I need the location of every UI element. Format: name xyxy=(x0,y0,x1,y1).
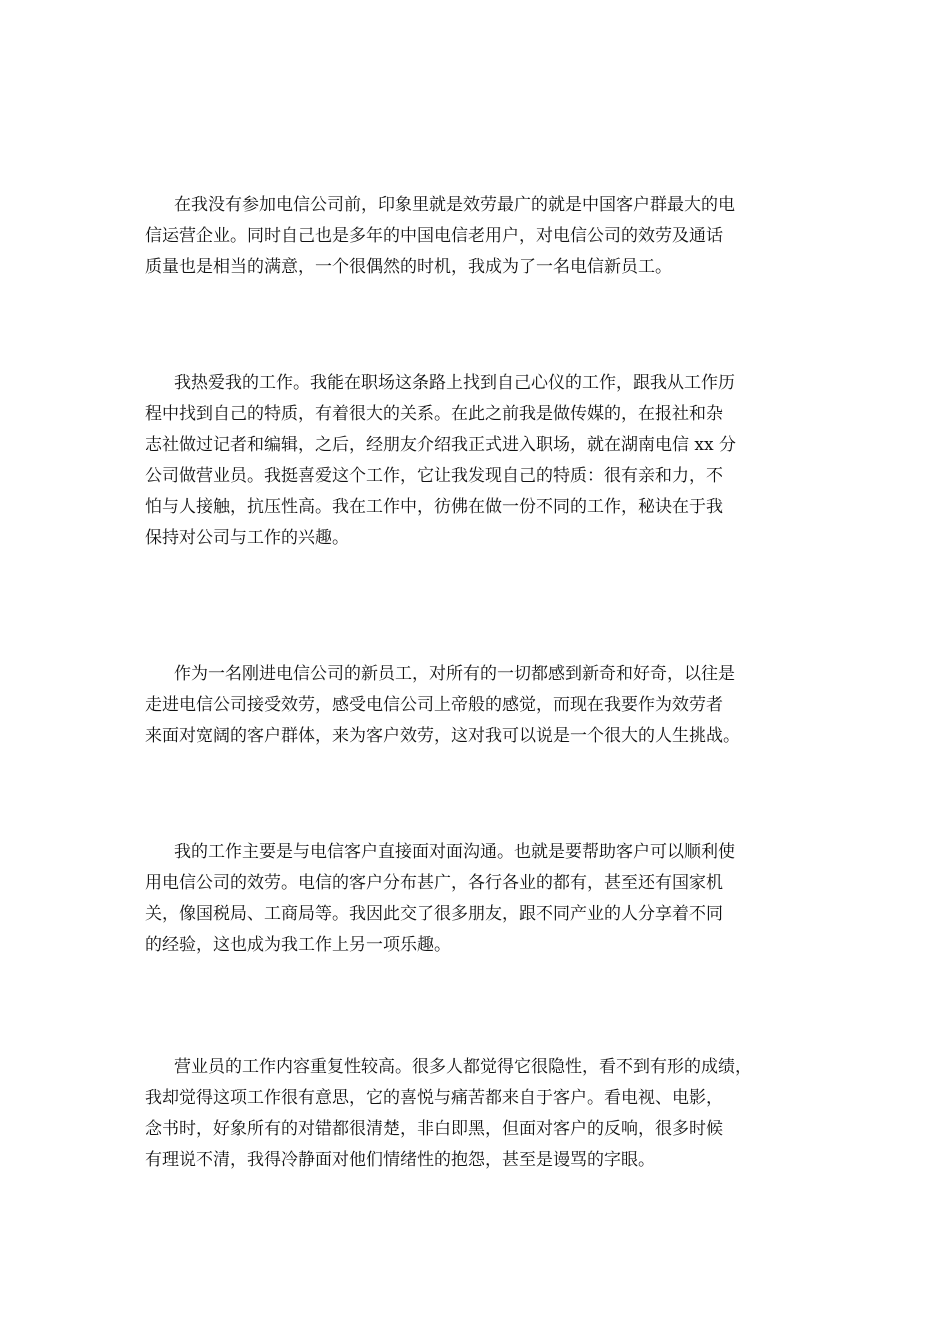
paragraph-line: 程中找到自己的特质，有着很大的关系。在此之前我是做传媒的，在报社和杂 xyxy=(145,404,723,424)
paragraph-line: 有理说不清，我得冷静面对他们情绪性的抱怨，甚至是谩骂的字眼。 xyxy=(145,1150,655,1170)
paragraph-line: 我的工作主要是与电信客户直接面对面沟通。也就是要帮助客户可以顺利使 xyxy=(174,842,735,862)
paragraph-line: 营业员的工作内容重复性较高。很多人都觉得它很隐性，看不到有形的成绩， xyxy=(174,1057,752,1077)
paragraph-line: 关，像国税局、工商局等。我因此交了很多朋友，跟不同产业的人分享着不同 xyxy=(145,904,723,924)
paragraph-2 xyxy=(145,368,835,554)
paragraph-line: 保持对公司与工作的兴趣。 xyxy=(145,528,349,548)
paragraph-line: 来面对宽阔的客户群体，来为客户效劳，这对我可以说是一个很大的人生挑战。 xyxy=(145,726,740,746)
paragraph-line: 怕与人接触，抗压性高。我在工作中，彷佛在做一份不同的工作，秘诀在于我 xyxy=(145,497,723,517)
paragraph-line: 念书时，好象所有的对错都很清楚，非白即黑，但面对客户的反响，很多时候 xyxy=(145,1119,723,1139)
paragraph-5 xyxy=(145,1052,835,1176)
paragraph-line: 志社做过记者和编辑，之后，经朋友介绍我正式进入职场，就在湖南电信 xx 分 xyxy=(145,435,736,455)
paragraph-4 xyxy=(145,837,835,961)
paragraph-line: 作为一名刚进电信公司的新员工，对所有的一切都感到新奇和好奇，以往是 xyxy=(174,664,735,684)
paragraph-line: 我热爱我的工作。我能在职场这条路上找到自己心仪的工作，跟我从工作历 xyxy=(174,373,735,393)
paragraph-line: 质量也是相当的满意，一个很偶然的时机，我成为了一名电信新员工。 xyxy=(145,257,672,277)
paragraph-line: 用电信公司的效劳。电信的客户分布甚广，各行各业的都有，甚至还有国家机 xyxy=(145,873,723,893)
paragraph-line: 公司做营业员。我挺喜爱这个工作，它让我发现自己的特质：很有亲和力，不 xyxy=(145,466,723,486)
paragraph-line: 的经验，这也成为我工作上另一项乐趣。 xyxy=(145,935,451,955)
paragraph-line: 走进电信公司接受效劳，感受电信公司上帝般的感觉，而现在我要作为效劳者 xyxy=(145,695,723,715)
paragraph-line: 信运营企业。同时自己也是多年的中国电信老用户，对电信公司的效劳及通话 xyxy=(145,226,723,246)
paragraph-1 xyxy=(145,190,835,283)
paragraph-3 xyxy=(145,659,835,752)
paragraph-line: 我却觉得这项工作很有意思，它的喜悦与痛苦都来自于客户。看电视、电影， xyxy=(145,1088,723,1108)
paragraph-line: 在我没有参加电信公司前，印象里就是效劳最广的就是中国客户群最大的电 xyxy=(174,195,735,215)
